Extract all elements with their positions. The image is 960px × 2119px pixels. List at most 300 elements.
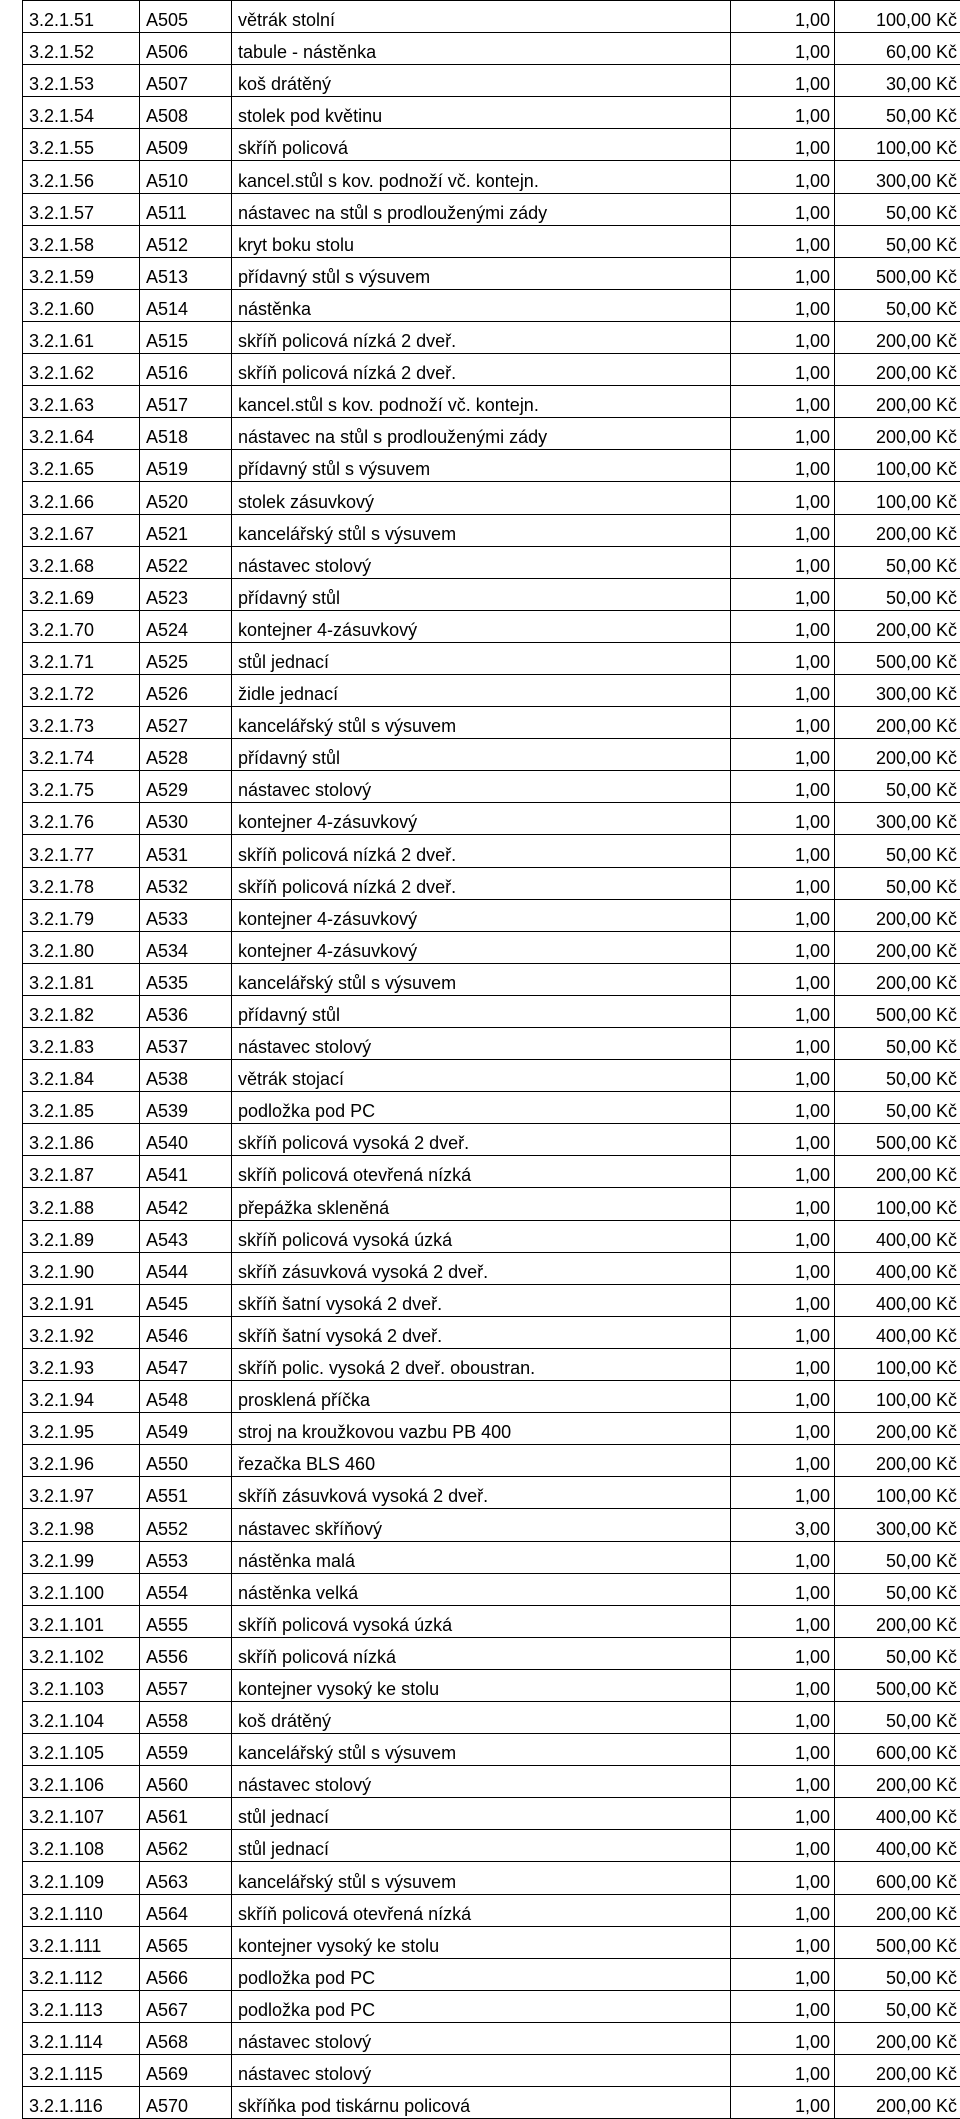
- item-number-cell: 3.2.1.77: [23, 835, 140, 867]
- price-cell: 50,00 Kč: [835, 578, 960, 610]
- item-code-cell: A519: [140, 450, 232, 482]
- quantity-cell: 1,00: [731, 1637, 835, 1669]
- item-code-cell: A517: [140, 386, 232, 418]
- item-code-cell: A559: [140, 1734, 232, 1766]
- item-name-cell: koš drátěný: [232, 65, 731, 97]
- quantity-cell: 1,00: [731, 450, 835, 482]
- item-name-cell: skříň policová vysoká 2 dveř.: [232, 1124, 731, 1156]
- table-row: [23, 1926, 960, 1958]
- price-cell: 100,00 Kč: [835, 482, 960, 514]
- item-number-cell: 3.2.1.97: [23, 1477, 140, 1509]
- item-name-cell: prosklená příčka: [232, 1381, 731, 1413]
- quantity-cell: 1,00: [731, 1701, 835, 1733]
- item-code-cell: A551: [140, 1477, 232, 1509]
- table-row: [23, 2055, 960, 2087]
- quantity-cell: 1,00: [731, 610, 835, 642]
- quantity-cell: 1,00: [731, 418, 835, 450]
- price-cell: 50,00 Kč: [835, 225, 960, 257]
- item-name-cell: řezačka BLS 460: [232, 1445, 731, 1477]
- item-number-cell: 3.2.1.89: [23, 1220, 140, 1252]
- item-name-cell: přídavný stůl s výsuvem: [232, 257, 731, 289]
- quantity-cell: 1,00: [731, 1413, 835, 1445]
- table-row: [23, 963, 960, 995]
- item-name-cell: kontejner 4-zásuvkový: [232, 610, 731, 642]
- item-number-cell: 3.2.1.66: [23, 482, 140, 514]
- inventory-table-body: [23, 1, 960, 2119]
- item-number-cell: 3.2.1.62: [23, 354, 140, 386]
- price-cell: 400,00 Kč: [835, 1316, 960, 1348]
- table-row: [23, 1958, 960, 1990]
- item-number-cell: 3.2.1.72: [23, 674, 140, 706]
- quantity-cell: 1,00: [731, 1798, 835, 1830]
- quantity-cell: 1,00: [731, 482, 835, 514]
- item-code-cell: A555: [140, 1605, 232, 1637]
- item-code-cell: A562: [140, 1830, 232, 1862]
- price-cell: 50,00 Kč: [835, 289, 960, 321]
- table-row: [23, 386, 960, 418]
- price-cell: 100,00 Kč: [835, 450, 960, 482]
- item-code-cell: A541: [140, 1156, 232, 1188]
- price-cell: 200,00 Kč: [835, 931, 960, 963]
- item-number-cell: 3.2.1.83: [23, 1028, 140, 1060]
- item-code-cell: A563: [140, 1862, 232, 1894]
- table-row: [23, 1124, 960, 1156]
- item-code-cell: A520: [140, 482, 232, 514]
- price-cell: 500,00 Kč: [835, 642, 960, 674]
- price-cell: 50,00 Kč: [835, 1541, 960, 1573]
- item-name-cell: stůl jednací: [232, 1798, 731, 1830]
- item-code-cell: A546: [140, 1316, 232, 1348]
- item-code-cell: A550: [140, 1445, 232, 1477]
- table-row: [23, 2022, 960, 2054]
- item-code-cell: A567: [140, 1990, 232, 2022]
- item-code-cell: A511: [140, 193, 232, 225]
- quantity-cell: 1,00: [731, 1477, 835, 1509]
- item-name-cell: přídavný stůl: [232, 578, 731, 610]
- item-code-cell: A530: [140, 803, 232, 835]
- item-name-cell: skříň zásuvková vysoká 2 dveř.: [232, 1252, 731, 1284]
- table-row: [23, 578, 960, 610]
- item-code-cell: A561: [140, 1798, 232, 1830]
- item-number-cell: 3.2.1.106: [23, 1766, 140, 1798]
- quantity-cell: 1,00: [731, 33, 835, 65]
- price-cell: 50,00 Kč: [835, 1701, 960, 1733]
- table-row: [23, 867, 960, 899]
- inventory-table: [22, 0, 960, 2119]
- price-cell: 50,00 Kč: [835, 193, 960, 225]
- quantity-cell: 1,00: [731, 867, 835, 899]
- table-row: [23, 225, 960, 257]
- price-cell: 400,00 Kč: [835, 1798, 960, 1830]
- table-row: [23, 1348, 960, 1380]
- price-cell: 300,00 Kč: [835, 161, 960, 193]
- item-number-cell: 3.2.1.111: [23, 1926, 140, 1958]
- item-name-cell: skříň šatní vysoká 2 dveř.: [232, 1316, 731, 1348]
- price-cell: 200,00 Kč: [835, 2087, 960, 2119]
- item-name-cell: skříňka pod tiskárnu policová: [232, 2087, 731, 2119]
- item-code-cell: A526: [140, 674, 232, 706]
- item-name-cell: kancelářský stůl s výsuvem: [232, 1862, 731, 1894]
- quantity-cell: 1,00: [731, 2087, 835, 2119]
- item-code-cell: A549: [140, 1413, 232, 1445]
- item-code-cell: A539: [140, 1092, 232, 1124]
- item-number-cell: 3.2.1.94: [23, 1381, 140, 1413]
- item-code-cell: A532: [140, 867, 232, 899]
- quantity-cell: 1,00: [731, 1, 835, 33]
- price-cell: 200,00 Kč: [835, 707, 960, 739]
- item-name-cell: podložka pod PC: [232, 1990, 731, 2022]
- item-number-cell: 3.2.1.104: [23, 1701, 140, 1733]
- item-code-cell: A510: [140, 161, 232, 193]
- item-code-cell: A512: [140, 225, 232, 257]
- table-row: [23, 129, 960, 161]
- item-number-cell: 3.2.1.78: [23, 867, 140, 899]
- table-row: [23, 1509, 960, 1541]
- price-cell: 300,00 Kč: [835, 803, 960, 835]
- price-cell: 50,00 Kč: [835, 1028, 960, 1060]
- price-cell: 200,00 Kč: [835, 1766, 960, 1798]
- table-row: [23, 1316, 960, 1348]
- quantity-cell: 1,00: [731, 2022, 835, 2054]
- item-name-cell: přepážka skleněná: [232, 1188, 731, 1220]
- item-code-cell: A515: [140, 321, 232, 353]
- table-row: [23, 97, 960, 129]
- table-row: [23, 33, 960, 65]
- table-row: [23, 1252, 960, 1284]
- item-number-cell: 3.2.1.107: [23, 1798, 140, 1830]
- item-code-cell: A533: [140, 899, 232, 931]
- item-number-cell: 3.2.1.116: [23, 2087, 140, 2119]
- item-name-cell: kontejner 4-zásuvkový: [232, 899, 731, 931]
- quantity-cell: 1,00: [731, 321, 835, 353]
- price-cell: 200,00 Kč: [835, 354, 960, 386]
- item-number-cell: 3.2.1.108: [23, 1830, 140, 1862]
- price-cell: 60,00 Kč: [835, 33, 960, 65]
- item-name-cell: tabule - nástěnka: [232, 33, 731, 65]
- item-code-cell: A554: [140, 1573, 232, 1605]
- item-number-cell: 3.2.1.57: [23, 193, 140, 225]
- item-name-cell: skříň policová otevřená nízká: [232, 1894, 731, 1926]
- item-number-cell: 3.2.1.74: [23, 739, 140, 771]
- item-name-cell: kancelářský stůl s výsuvem: [232, 1734, 731, 1766]
- quantity-cell: 1,00: [731, 514, 835, 546]
- table-row: [23, 1477, 960, 1509]
- item-name-cell: židle jednací: [232, 674, 731, 706]
- item-number-cell: 3.2.1.75: [23, 771, 140, 803]
- item-name-cell: stůl jednací: [232, 1830, 731, 1862]
- item-number-cell: 3.2.1.87: [23, 1156, 140, 1188]
- quantity-cell: 1,00: [731, 129, 835, 161]
- quantity-cell: 1,00: [731, 835, 835, 867]
- price-cell: 200,00 Kč: [835, 321, 960, 353]
- price-cell: 100,00 Kč: [835, 1381, 960, 1413]
- price-cell: 200,00 Kč: [835, 1156, 960, 1188]
- item-name-cell: skříň policová vysoká úzká: [232, 1220, 731, 1252]
- item-code-cell: A513: [140, 257, 232, 289]
- quantity-cell: 1,00: [731, 1894, 835, 1926]
- quantity-cell: 1,00: [731, 1028, 835, 1060]
- item-name-cell: nástavec na stůl s prodlouženými zády: [232, 418, 731, 450]
- item-number-cell: 3.2.1.101: [23, 1605, 140, 1637]
- item-name-cell: skříň policová nízká 2 dveř.: [232, 354, 731, 386]
- price-cell: 500,00 Kč: [835, 1669, 960, 1701]
- item-number-cell: 3.2.1.85: [23, 1092, 140, 1124]
- item-number-cell: 3.2.1.86: [23, 1124, 140, 1156]
- item-name-cell: kontejner vysoký ke stolu: [232, 1669, 731, 1701]
- item-name-cell: nástěnka malá: [232, 1541, 731, 1573]
- table-row: [23, 65, 960, 97]
- item-number-cell: 3.2.1.73: [23, 707, 140, 739]
- item-number-cell: 3.2.1.70: [23, 610, 140, 642]
- item-name-cell: nástavec stolový: [232, 2055, 731, 2087]
- item-code-cell: A566: [140, 1958, 232, 1990]
- item-number-cell: 3.2.1.112: [23, 1958, 140, 1990]
- item-code-cell: A507: [140, 65, 232, 97]
- table-row: [23, 354, 960, 386]
- item-number-cell: 3.2.1.80: [23, 931, 140, 963]
- quantity-cell: 1,00: [731, 1862, 835, 1894]
- price-cell: 200,00 Kč: [835, 2055, 960, 2087]
- table-row: [23, 995, 960, 1027]
- table-row: [23, 1734, 960, 1766]
- item-number-cell: 3.2.1.56: [23, 161, 140, 193]
- item-code-cell: A556: [140, 1637, 232, 1669]
- quantity-cell: 1,00: [731, 1958, 835, 1990]
- item-code-cell: A505: [140, 1, 232, 33]
- item-name-cell: skříň policová: [232, 129, 731, 161]
- price-cell: 300,00 Kč: [835, 1509, 960, 1541]
- item-code-cell: A542: [140, 1188, 232, 1220]
- item-code-cell: A529: [140, 771, 232, 803]
- quantity-cell: 1,00: [731, 65, 835, 97]
- quantity-cell: 1,00: [731, 1252, 835, 1284]
- item-number-cell: 3.2.1.103: [23, 1669, 140, 1701]
- item-name-cell: koš drátěný: [232, 1701, 731, 1733]
- item-code-cell: A522: [140, 546, 232, 578]
- price-cell: 600,00 Kč: [835, 1734, 960, 1766]
- item-name-cell: kancelářský stůl s výsuvem: [232, 514, 731, 546]
- quantity-cell: 1,00: [731, 161, 835, 193]
- quantity-cell: 1,00: [731, 578, 835, 610]
- quantity-cell: 1,00: [731, 1669, 835, 1701]
- item-code-cell: A514: [140, 289, 232, 321]
- quantity-cell: 1,00: [731, 354, 835, 386]
- item-code-cell: A508: [140, 97, 232, 129]
- price-cell: 50,00 Kč: [835, 1958, 960, 1990]
- price-cell: 50,00 Kč: [835, 867, 960, 899]
- item-number-cell: 3.2.1.76: [23, 803, 140, 835]
- item-code-cell: A568: [140, 2022, 232, 2054]
- item-number-cell: 3.2.1.100: [23, 1573, 140, 1605]
- item-code-cell: A536: [140, 995, 232, 1027]
- item-code-cell: A544: [140, 1252, 232, 1284]
- item-name-cell: kancel.stůl s kov. podnoží vč. kontejn.: [232, 386, 731, 418]
- item-number-cell: 3.2.1.88: [23, 1188, 140, 1220]
- quantity-cell: 1,00: [731, 257, 835, 289]
- item-code-cell: A527: [140, 707, 232, 739]
- item-name-cell: podložka pod PC: [232, 1092, 731, 1124]
- item-code-cell: A525: [140, 642, 232, 674]
- quantity-cell: 1,00: [731, 1926, 835, 1958]
- quantity-cell: 1,00: [731, 1284, 835, 1316]
- item-number-cell: 3.2.1.115: [23, 2055, 140, 2087]
- table-row: [23, 1188, 960, 1220]
- table-row: [23, 1669, 960, 1701]
- item-number-cell: 3.2.1.58: [23, 225, 140, 257]
- table-row: [23, 321, 960, 353]
- item-code-cell: A553: [140, 1541, 232, 1573]
- quantity-cell: 1,00: [731, 771, 835, 803]
- quantity-cell: 1,00: [731, 995, 835, 1027]
- quantity-cell: 3,00: [731, 1509, 835, 1541]
- price-cell: 50,00 Kč: [835, 1060, 960, 1092]
- price-cell: 400,00 Kč: [835, 1830, 960, 1862]
- price-cell: 50,00 Kč: [835, 1637, 960, 1669]
- price-cell: 200,00 Kč: [835, 1894, 960, 1926]
- table-row: [23, 1413, 960, 1445]
- price-cell: 200,00 Kč: [835, 418, 960, 450]
- table-row: [23, 771, 960, 803]
- item-number-cell: 3.2.1.63: [23, 386, 140, 418]
- price-cell: 200,00 Kč: [835, 963, 960, 995]
- item-code-cell: A528: [140, 739, 232, 771]
- table-row: [23, 1092, 960, 1124]
- table-row: [23, 899, 960, 931]
- item-name-cell: stroj na kroužkovou vazbu PB 400: [232, 1413, 731, 1445]
- quantity-cell: 1,00: [731, 97, 835, 129]
- price-cell: 30,00 Kč: [835, 65, 960, 97]
- price-cell: 200,00 Kč: [835, 899, 960, 931]
- item-name-cell: stolek zásuvkový: [232, 482, 731, 514]
- item-number-cell: 3.2.1.69: [23, 578, 140, 610]
- item-name-cell: kontejner 4-zásuvkový: [232, 931, 731, 963]
- quantity-cell: 1,00: [731, 289, 835, 321]
- table-row: [23, 1541, 960, 1573]
- item-name-cell: kontejner vysoký ke stolu: [232, 1926, 731, 1958]
- quantity-cell: 1,00: [731, 1316, 835, 1348]
- item-code-cell: A537: [140, 1028, 232, 1060]
- price-cell: 200,00 Kč: [835, 1605, 960, 1637]
- item-number-cell: 3.2.1.64: [23, 418, 140, 450]
- item-number-cell: 3.2.1.90: [23, 1252, 140, 1284]
- price-cell: 200,00 Kč: [835, 739, 960, 771]
- quantity-cell: 1,00: [731, 707, 835, 739]
- item-name-cell: kancelářský stůl s výsuvem: [232, 963, 731, 995]
- item-name-cell: nástěnka: [232, 289, 731, 321]
- item-name-cell: skříň policová vysoká úzká: [232, 1605, 731, 1637]
- price-cell: 200,00 Kč: [835, 2022, 960, 2054]
- table-row: [23, 193, 960, 225]
- item-name-cell: nástavec skříňový: [232, 1509, 731, 1541]
- item-code-cell: A564: [140, 1894, 232, 1926]
- table-row: [23, 161, 960, 193]
- table-row: [23, 482, 960, 514]
- item-number-cell: 3.2.1.99: [23, 1541, 140, 1573]
- quantity-cell: 1,00: [731, 899, 835, 931]
- item-name-cell: skříň zásuvková vysoká 2 dveř.: [232, 1477, 731, 1509]
- quantity-cell: 1,00: [731, 642, 835, 674]
- item-name-cell: kontejner 4-zásuvkový: [232, 803, 731, 835]
- item-code-cell: A516: [140, 354, 232, 386]
- item-code-cell: A521: [140, 514, 232, 546]
- price-cell: 600,00 Kč: [835, 1862, 960, 1894]
- item-name-cell: skříň policová otevřená nízká: [232, 1156, 731, 1188]
- quantity-cell: 1,00: [731, 1605, 835, 1637]
- quantity-cell: 1,00: [731, 1381, 835, 1413]
- price-cell: 50,00 Kč: [835, 1092, 960, 1124]
- table-row: [23, 1028, 960, 1060]
- quantity-cell: 1,00: [731, 1060, 835, 1092]
- item-number-cell: 3.2.1.82: [23, 995, 140, 1027]
- item-number-cell: 3.2.1.67: [23, 514, 140, 546]
- item-code-cell: A524: [140, 610, 232, 642]
- item-number-cell: 3.2.1.68: [23, 546, 140, 578]
- quantity-cell: 1,00: [731, 1830, 835, 1862]
- table-row: [23, 674, 960, 706]
- quantity-cell: 1,00: [731, 193, 835, 225]
- item-number-cell: 3.2.1.81: [23, 963, 140, 995]
- item-name-cell: kancel.stůl s kov. podnoží vč. kontejn.: [232, 161, 731, 193]
- table-row: [23, 642, 960, 674]
- table-row: [23, 1, 960, 33]
- table-row: [23, 418, 960, 450]
- item-name-cell: nástavec stolový: [232, 771, 731, 803]
- table-row: [23, 450, 960, 482]
- item-name-cell: nástavec stolový: [232, 1766, 731, 1798]
- item-code-cell: A548: [140, 1381, 232, 1413]
- item-name-cell: kancelářský stůl s výsuvem: [232, 707, 731, 739]
- quantity-cell: 1,00: [731, 1188, 835, 1220]
- item-number-cell: 3.2.1.51: [23, 1, 140, 33]
- table-row: [23, 1605, 960, 1637]
- table-row: [23, 514, 960, 546]
- item-code-cell: A523: [140, 578, 232, 610]
- item-number-cell: 3.2.1.84: [23, 1060, 140, 1092]
- quantity-cell: 1,00: [731, 739, 835, 771]
- item-code-cell: A518: [140, 418, 232, 450]
- table-row: [23, 739, 960, 771]
- item-number-cell: 3.2.1.71: [23, 642, 140, 674]
- price-cell: 500,00 Kč: [835, 1926, 960, 1958]
- price-cell: 50,00 Kč: [835, 1573, 960, 1605]
- item-number-cell: 3.2.1.91: [23, 1284, 140, 1316]
- quantity-cell: 1,00: [731, 225, 835, 257]
- item-name-cell: skříň polic. vysoká 2 dveř. oboustran.: [232, 1348, 731, 1380]
- price-cell: 50,00 Kč: [835, 546, 960, 578]
- item-code-cell: A534: [140, 931, 232, 963]
- price-cell: 50,00 Kč: [835, 97, 960, 129]
- item-number-cell: 3.2.1.109: [23, 1862, 140, 1894]
- item-name-cell: podložka pod PC: [232, 1958, 731, 1990]
- table-row: [23, 1766, 960, 1798]
- item-number-cell: 3.2.1.93: [23, 1348, 140, 1380]
- item-code-cell: A506: [140, 33, 232, 65]
- item-number-cell: 3.2.1.95: [23, 1413, 140, 1445]
- table-row: [23, 707, 960, 739]
- item-code-cell: A545: [140, 1284, 232, 1316]
- item-name-cell: skříň policová nízká 2 dveř.: [232, 321, 731, 353]
- quantity-cell: 1,00: [731, 674, 835, 706]
- price-cell: 400,00 Kč: [835, 1284, 960, 1316]
- item-name-cell: přídavný stůl: [232, 995, 731, 1027]
- item-number-cell: 3.2.1.61: [23, 321, 140, 353]
- item-number-cell: 3.2.1.54: [23, 97, 140, 129]
- table-row: [23, 1830, 960, 1862]
- quantity-cell: 1,00: [731, 2055, 835, 2087]
- table-row: [23, 2087, 960, 2119]
- table-row: [23, 835, 960, 867]
- item-number-cell: 3.2.1.59: [23, 257, 140, 289]
